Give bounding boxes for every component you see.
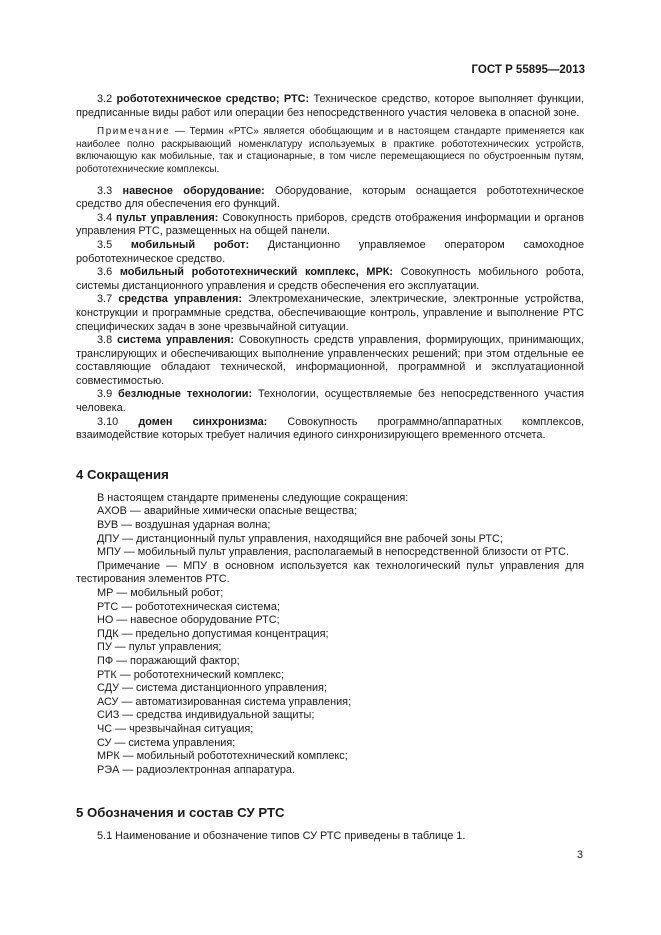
note-title: Примечание — [97, 126, 171, 138]
definition-3-9 — [76, 388, 584, 415]
def-term: пульт управления: — [116, 211, 219, 224]
abbreviation-note: Примечание — МПУ в основном используется как технологический пульт управления для тестирования элементов РТС. — [76, 559, 584, 586]
definition-3-8 — [76, 334, 584, 388]
note-text: — Термин «РТС» является обобщающим и в настоящем стандарте применяется как наиболее полно раскрывающий номенклатуру используемых в практике робототехнических устройств, включающую как мобильные, так и стационарные, в том числе перемещающиеся по обустроенным путям, робототехнические комплексы. — [76, 126, 584, 175]
definition-3-6 — [76, 266, 584, 293]
definition-3-2 — [76, 93, 584, 120]
def-term: домен синхронизма: — [138, 415, 268, 428]
abbreviation-item: РТС — робототехническая система; — [97, 600, 280, 613]
abbreviation-item: СИЗ — средства индивидуальной защиты; — [97, 709, 315, 722]
def-num: 3.10 — [97, 415, 119, 428]
def-num: 3.6 — [97, 266, 113, 279]
abbreviation-item: НО — навесное оборудование РТС; — [97, 614, 280, 627]
abbreviations-list — [76, 492, 584, 777]
def-term: безлюдные технологии: — [118, 388, 253, 401]
def-term: мобильный робототехнический комплекс, МРК: — [119, 266, 394, 279]
document-code: ГОСТ Р 55895—2013 — [471, 64, 585, 76]
def-text: Совокупность мобильного робота, системы дистанционного управления и средств обеспечения его эксплуатации. — [76, 266, 584, 292]
def-num: 3.2 — [97, 93, 113, 105]
section-5-heading: 5 Обозначения и состав СУ РТС — [76, 805, 285, 821]
abbreviations-intro: В настоящем стандарте применены следующие сокращения: — [97, 491, 409, 504]
def-term: навесное оборудование: — [122, 184, 265, 197]
definition-3-3 — [76, 185, 584, 212]
definition-3-4 — [76, 212, 584, 239]
abbreviation-item: ПФ — поражающий фактор; — [97, 654, 240, 667]
def-text: Технологии, осуществляемые без непосредственного участия человека. — [76, 388, 585, 415]
page-number: 3 — [576, 849, 583, 861]
def-text: Совокупность приборов, средств отображения информации и органов управления РТС, размещенных на общей панели. — [76, 211, 584, 238]
def-text: Техническое средство, которое выполняет функции, предписанные виды работ или операции без непосредственного участия человека в опасной зоне. — [76, 93, 584, 119]
def-text: Дистанционно управляемое оператором самоходное робототехническое средство. — [76, 238, 585, 265]
def-term: система управления: — [117, 334, 234, 347]
abbreviation-item: ПУ — пульт управления; — [97, 641, 222, 654]
def-num: 3.3 — [97, 184, 113, 197]
def-text: Совокупность средств управления, формирующих, принимающих, транслирующих и обеспечивающих выполнение управленческих решений; при этом отдельные ее составляющие обладают технической, информационной, программной и эксплуатационной совместимостью. — [76, 334, 584, 387]
def-num: 3.8 — [97, 334, 113, 347]
def-term: робототехническое средство; РТС: — [116, 93, 310, 105]
page-content — [76, 93, 584, 844]
def-num: 3.4 — [97, 211, 113, 224]
definitions-list — [76, 185, 584, 443]
abbreviation-item: ВУВ — воздушная ударная волна; — [97, 519, 271, 532]
abbreviation-item: СДУ — система дистанционного управления; — [97, 682, 327, 695]
definition-3-7 — [76, 293, 584, 334]
abbreviation-item: МПУ — мобильный пульт управления, располагаемый в непосредственной близости от РТС. — [97, 546, 569, 559]
abbreviation-item: АХОВ — аварийные химически опасные вещества; — [97, 505, 358, 518]
abbreviation-item: ПДК — предельно допустимая концентрация; — [97, 627, 329, 640]
def-text: Оборудование, которым оснащается робототехническое средство для обеспечения его функций. — [76, 184, 584, 211]
definition-3-10 — [76, 416, 584, 443]
abbreviation-item: ДПУ — дистанционный пульт управления, находящийся вне рабочей зоны РТС; — [97, 532, 503, 545]
abbreviation-item: РТК — робототехнический комплекс; — [97, 668, 285, 681]
abbreviation-item: РЭА — радиоэлектронная аппаратура. — [97, 763, 295, 776]
abbreviation-item: МР — мобильный робот; — [97, 587, 224, 599]
abbreviation-item: АСУ — автоматизированная система управления; — [97, 695, 352, 708]
def-num: 3.9 — [97, 388, 113, 401]
def-text: Электромеханические, электрические, электронные устройства, конструкции и программные средства, обеспечивающие контроль, управление и выполнение РТС специфических задач в зоне чрезвычайной ситуации. — [76, 293, 585, 333]
def-text: Совокупность программно/аппаратных комплексов, взаимодействие которых требует наличия единого синхронизирующего временного отсчета. — [76, 415, 585, 442]
def-term: мобильный робот: — [130, 238, 250, 251]
def-term: средства управления: — [118, 293, 242, 306]
def-num: 3.7 — [97, 293, 113, 306]
abbreviation-item: СУ — система управления; — [97, 736, 236, 749]
abbreviation-item: ЧС — чрезвычайная ситуация; — [97, 722, 254, 735]
def-num: 3.5 — [97, 238, 113, 251]
section-5-paragraph: 5.1 Наименование и обозначение типов СУ РТС приведены в таблице 1. — [97, 830, 466, 843]
definition-note — [76, 126, 584, 176]
section-4-heading: 4 Сокращения — [76, 466, 169, 482]
abbreviation-item: МРК — мобильный робототехнический комплекс; — [97, 750, 348, 763]
definition-3-5 — [76, 239, 584, 266]
